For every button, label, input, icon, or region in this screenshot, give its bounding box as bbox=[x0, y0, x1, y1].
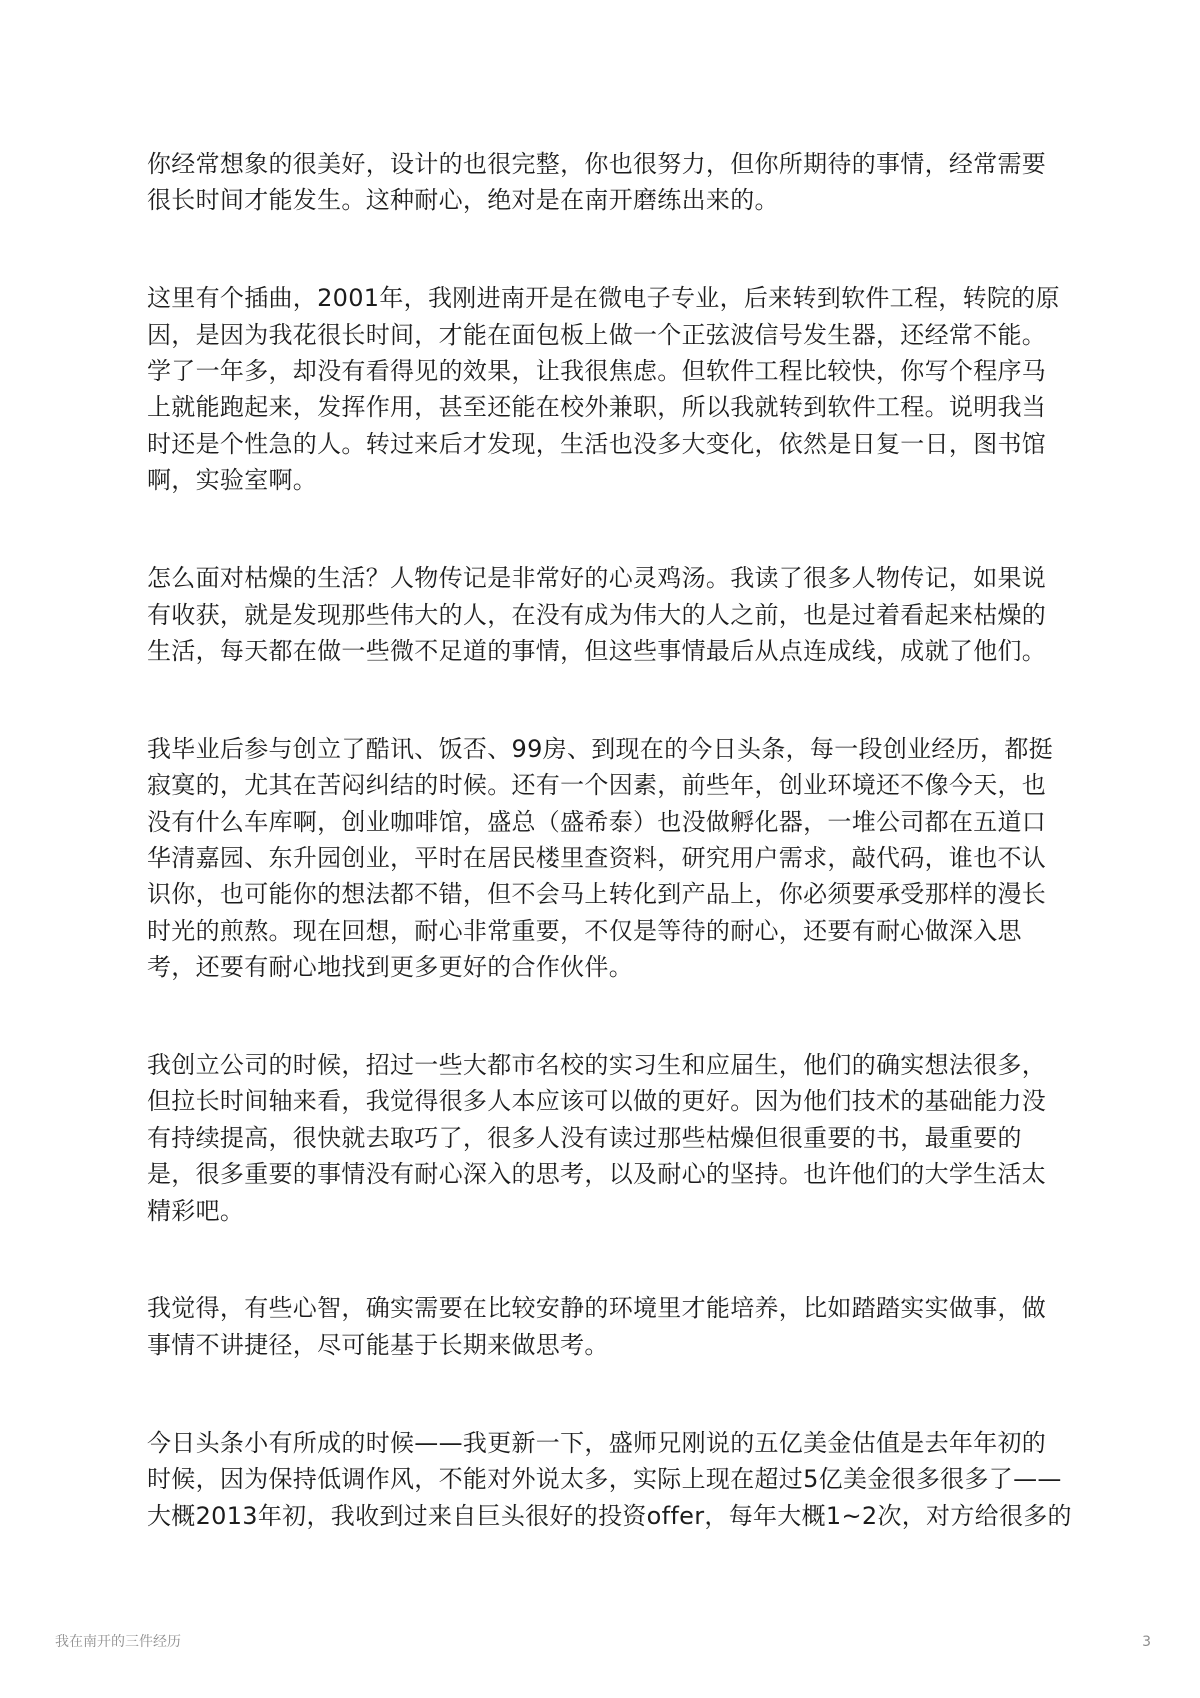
paragraph-7 bbox=[147, 1425, 1147, 1534]
text-line: 精彩吧。 bbox=[147, 1196, 245, 1225]
text-line: 学了一年多，却没有看得见的效果，让我很焦虑。但软件工程比较快，你写个程序马 bbox=[147, 357, 1047, 386]
text-line: 事情不讲捷径，尽可能基于长期来做思考。 bbox=[147, 1330, 609, 1359]
text-line: 时光的煎熬。现在回想，耐心非常重要，不仅是等待的耐心，还要有耐心做深入思 bbox=[147, 916, 1022, 945]
text-line: 我创立公司的时候，招过一些大都市名校的实习生和应届生，他们的确实想法很多， bbox=[147, 1051, 1047, 1080]
text-line: 你经常想象的很美好，设计的也很完整，你也很努力，但你所期待的事情，经常需要 bbox=[147, 150, 1047, 178]
text-line: 识你，也可能你的想法都不错，但不会马上转化到产品上，你必须要承受那样的漫长 bbox=[147, 880, 1047, 909]
paragraph-6 bbox=[147, 1290, 1147, 1363]
paragraph-3 bbox=[147, 560, 1147, 669]
text-line: 时候，因为保持低调作风，不能对外说太多，实际上现在超过5亿美金很多很多了—— bbox=[147, 1465, 1062, 1494]
text-line: 华清嘉园、东升园创业，平时在居民楼里查资料，研究用户需求，敲代码，谁也不认 bbox=[147, 843, 1047, 872]
text-line: 因，是因为我花很长时间，才能在面包板上做一个正弦波信号发生器，还经常不能。 bbox=[147, 320, 1047, 349]
text-line: 大概2013年初，我收到过来自巨头很好的投资offer，每年大概1~2次，对方给很多的 bbox=[147, 1501, 1072, 1530]
footer-page-number: 3 bbox=[1142, 1634, 1151, 1650]
text-line: 是，很多重要的事情没有耐心深入的思考，以及耐心的坚持。也许他们的大学生活太 bbox=[147, 1160, 1047, 1189]
text-line: 但拉长时间轴来看，我觉得很多人本应该可以做的更好。因为他们技术的基础能力没 bbox=[147, 1087, 1047, 1116]
paragraph-4 bbox=[147, 731, 1147, 986]
text-line: 有持续提高，很快就去取巧了，很多人没有读过那些枯燥但很重要的书，最重要的 bbox=[147, 1123, 1022, 1152]
page-body bbox=[147, 146, 1147, 1595]
text-line: 有收获，就是发现那些伟大的人，在没有成为伟大的人之前，也是过着看起来枯燥的 bbox=[147, 600, 1047, 629]
text-line: 寂寞的，尤其在苦闷纠结的时候。还有一个因素，前些年，创业环境还不像今天，也 bbox=[147, 771, 1047, 800]
paragraph-1 bbox=[147, 146, 1147, 219]
text-line: 很长时间才能发生。这种耐心，绝对是在南开磨练出来的。 bbox=[147, 186, 779, 215]
text-line: 我觉得，有些心智，确实需要在比较安静的环境里才能培养，比如踏踏实实做事，做 bbox=[147, 1294, 1047, 1323]
text-line: 怎么面对枯燥的生活？人物传记是非常好的心灵鸡汤。我读了很多人物传记，如果说 bbox=[147, 564, 1047, 593]
text-line: 生活，每天都在做一些微不足道的事情，但这些事情最后从点连成线，成就了他们。 bbox=[147, 636, 1047, 665]
paragraph-5 bbox=[147, 1047, 1147, 1229]
text-line: 时还是个性急的人。转过来后才发现，生活也没多大变化，依然是日复一日，图书馆 bbox=[147, 429, 1047, 458]
text-line: 啊，实验室啊。 bbox=[147, 466, 318, 495]
text-line: 没有什么车库啊，创业咖啡馆，盛总（盛希泰）也没做孵化器，一堆公司都在五道口 bbox=[147, 807, 1047, 836]
paragraph-2 bbox=[147, 280, 1147, 498]
footer-document-title: 我在南开的三件经历 bbox=[55, 1634, 181, 1650]
text-line: 这里有个插曲，2001年，我刚进南开是在微电子专业，后来转到软件工程，转院的原 bbox=[147, 284, 1060, 313]
text-line: 今日头条小有所成的时候——我更新一下，盛师兄刚说的五亿美金估值是去年年初的 bbox=[147, 1428, 1047, 1457]
text-line: 考，还要有耐心地找到更多更好的合作伙伴。 bbox=[147, 953, 633, 982]
text-line: 上就能跑起来，发挥作用，甚至还能在校外兼职，所以我就转到软件工程。说明我当 bbox=[147, 393, 1047, 422]
text-line: 我毕业后参与创立了酷讯、饭否、99房、到现在的今日头条，每一段创业经历，都挺 bbox=[147, 734, 1053, 763]
